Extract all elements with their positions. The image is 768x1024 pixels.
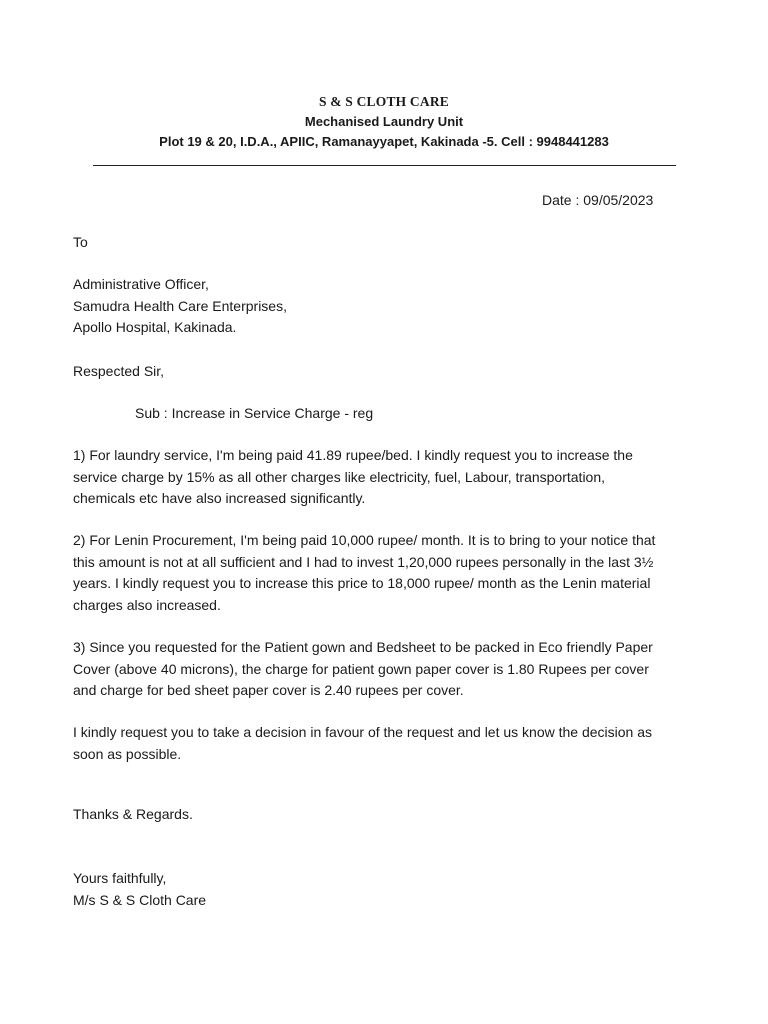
to-label: To (73, 234, 88, 250)
letterhead (0, 92, 768, 152)
paragraph-line: soon as possible. (73, 745, 182, 762)
company-name: S & S CLOTH CARE (319, 94, 449, 109)
recipient-line: Administrative Officer, (73, 276, 209, 292)
paragraph-point-1 (73, 445, 723, 510)
paragraph-line: 2) For Lenin Procurement, I'm being paid 10,000 rupee/ month. It is to bring to your notice that (73, 532, 656, 548)
closing-line: Yours faithfully, (73, 870, 167, 886)
thanks-line: Thanks & Regards. (73, 806, 193, 822)
paragraph-line: and charge for bed sheet paper cover is 2.40 rupees per cover. (73, 682, 464, 698)
paragraph-point-3 (73, 637, 723, 702)
paragraph-line: I kindly request you to take a decision in favour of the request and let us know the decision as (73, 724, 653, 740)
letter-date: Date : 09/05/2023 (542, 192, 654, 208)
paragraph-line: 3) Since you requested for the Patient gown and Bedsheet to be packed in Eco friendly Paper (73, 639, 653, 655)
paragraph-line: Cover (above 40 microns), the charge for patient gown paper cover is 1.80 Rupees per cover (73, 660, 649, 677)
recipient-line: Samudra Health Care Enterprises, (73, 297, 287, 314)
company-unit: Mechanised Laundry Unit (304, 114, 464, 129)
company-address: Plot 19 & 20, I.D.A., APIIC, Ramanayyapet, Kakinada -5. Cell : 9948441283 (159, 134, 609, 149)
paragraph-line: years. I kindly request you to increase this price to 18,000 rupee/ month as the Lenin material (73, 575, 651, 591)
paragraph-request (73, 722, 723, 765)
recipient-line: Apollo Hospital, Kakinada. (73, 319, 237, 335)
paragraph-line: chemicals etc have also increased significantly. (73, 490, 366, 506)
subject-line: Sub : Increase in Service Charge - reg (135, 405, 374, 421)
paragraph-line: this amount is not at all sufficient and I had to invest 1,20,000 rupees personally in the last 3½ (73, 553, 654, 570)
paragraph-line: charges also increased. (73, 596, 221, 613)
recipient-address (73, 274, 723, 339)
paragraph-line: 1) For laundry service, I'm being paid 41.89 rupee/bed. I kindly request you to increase the (73, 447, 633, 463)
closing-line: M/s S & S Cloth Care (73, 891, 207, 908)
letterhead-divider (93, 165, 676, 166)
paragraph-line: service charge by 15% as all other charges like electricity, fuel, Labour, transportation, (73, 468, 606, 485)
closing-signature (73, 868, 723, 911)
salutation: Respected Sir, (73, 363, 165, 379)
paragraph-point-2 (73, 530, 723, 616)
